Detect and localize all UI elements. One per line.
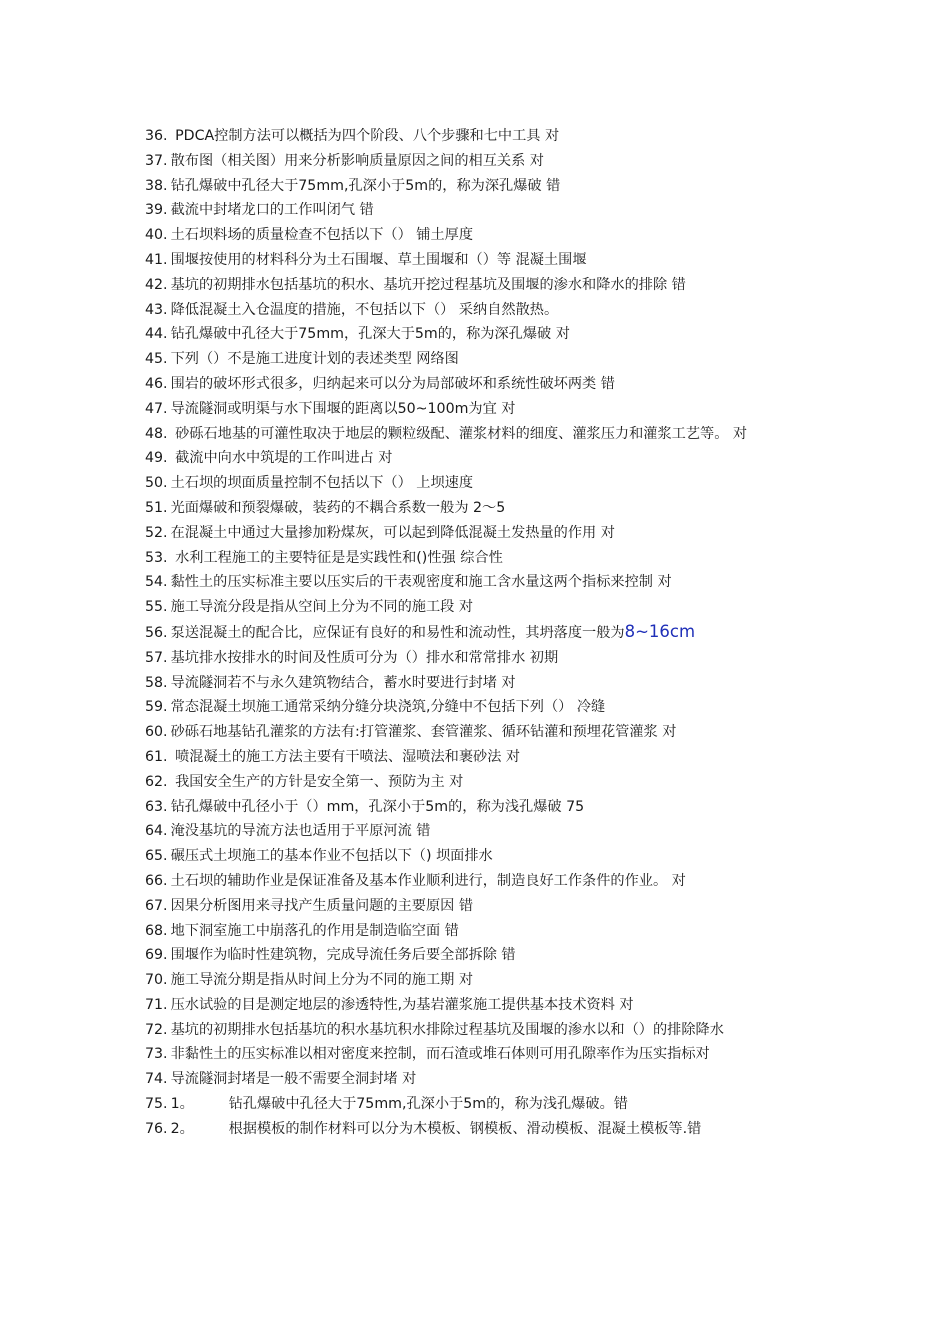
- question-text: 降低混凝土入仓温度的措施，不包括以下（） 采纳自然散热。: [170, 301, 559, 318]
- question-item: [145, 223, 810, 248]
- question-number: 54.: [145, 574, 168, 591]
- question-item: [145, 1092, 810, 1117]
- question-number: 59.: [145, 699, 168, 716]
- question-number: 37.: [145, 152, 168, 169]
- question-text: 黏性土的压实标准主要以压实后的干表观密度和施工含水量这两个指标来控制 对: [170, 574, 672, 591]
- question-text: 土石坝的坝面质量控制不包括以下（） 上坝速度: [170, 475, 474, 492]
- question-text: 围堰按使用的材料科分为土石围堰、草土围堰和（）等 混凝土围堰: [170, 251, 587, 268]
- question-number: 56.: [145, 624, 168, 641]
- question-number: 71.: [145, 996, 168, 1013]
- question-number: 70.: [145, 972, 168, 989]
- question-number: 50.: [145, 475, 168, 492]
- question-text: 碾压式土坝施工的基本作业不包括以下（) 坝面排水: [170, 848, 493, 865]
- question-item: [145, 149, 810, 174]
- question-item: [145, 720, 810, 745]
- question-text: 围岩的破坏形式很多，归纳起来可以分为局部破坏和系统性破坏两类 错: [170, 375, 615, 392]
- question-number: 75.: [145, 1096, 168, 1113]
- question-item: [145, 1117, 810, 1142]
- question-text: 我国安全生产的方针是安全第一、预防为主 对: [170, 773, 464, 790]
- question-text: 砂砾石地基钻孔灌浆的方法有:打管灌浆、套管灌浆、循环钻灌和预埋花管灌浆 对: [170, 724, 677, 741]
- question-item: [145, 1067, 810, 1092]
- question-item: [145, 671, 810, 696]
- question-number: 43.: [145, 301, 168, 318]
- question-number: 61.: [145, 748, 168, 765]
- question-text: 截流中封堵龙口的工作叫闭气 错: [170, 202, 374, 219]
- question-text: PDCA控制方法可以概括为四个阶段、八个步骤和七中工具 对: [170, 128, 560, 144]
- question-text: 压水试验的目是测定地层的渗透特性,为基岩灌浆施工提供基本技术资料 对: [170, 996, 634, 1013]
- question-item: [145, 968, 810, 993]
- question-text: 泵送混凝土的配合比，应保证有良好的和易性和流动性，其坍落度一般为: [170, 624, 625, 641]
- question-text: 淹没基坑的导流方法也适用于平原河流 错: [170, 823, 431, 840]
- question-number: 57.: [145, 649, 168, 666]
- question-text: 钻孔爆破中孔径大于75mm,孔深小于5m的，称为深孔爆破 错: [170, 177, 561, 194]
- question-number: 40.: [145, 227, 168, 244]
- question-text: 施工导流分段是指从空间上分为不同的施工段 对: [170, 599, 474, 616]
- question-item: [145, 1042, 810, 1067]
- question-item: [145, 124, 810, 149]
- question-text: 钻孔爆破中孔径大于75mm，孔深大于5m的，称为深孔爆破 对: [170, 326, 570, 343]
- question-item: [145, 521, 810, 546]
- question-text: 基坑的初期排水包括基坑的积水、基坑开挖过程基坑及围堰的渗水和降水的排除 错: [170, 276, 686, 293]
- question-text: 根据模板的制作材料可以分为木模板、钢模板、滑动模板、混凝土模板等.错: [228, 1120, 702, 1137]
- question-text: 土石坝料场的质量检查不包括以下（） 铺土厚度: [170, 227, 474, 244]
- question-text: 截流中向水中筑堤的工作叫进占 对: [170, 450, 393, 467]
- question-item: [145, 198, 810, 223]
- question-item: [145, 174, 810, 199]
- question-text: 非黏性土的压实标准以相对密度来控制，而石渣或堆石体则可用孔隙率作为压实指标对: [170, 1046, 710, 1063]
- question-item: [145, 322, 810, 347]
- question-item: [145, 248, 810, 273]
- question-text: 施工导流分期是指从时间上分为不同的施工期 对: [170, 972, 474, 989]
- question-number: 44.: [145, 326, 168, 343]
- question-number: 48.: [145, 425, 168, 442]
- question-number: 55.: [145, 599, 168, 616]
- highlighted-answer: 8~16cm: [624, 621, 696, 641]
- question-item: [145, 819, 810, 844]
- question-number: 49.: [145, 450, 168, 467]
- question-item: [145, 347, 810, 372]
- question-item: [145, 943, 810, 968]
- question-text: 在混凝土中通过大量掺加粉煤灰，可以起到降低混凝土发热量的作用 对: [170, 524, 615, 541]
- question-text: 导流隧洞封堵是一般不需要全洞封堵 对: [170, 1071, 417, 1088]
- question-number: 52.: [145, 524, 168, 541]
- question-text: 基坑排水按排水的时间及性质可分为（）排水和常常排水 初期: [170, 649, 559, 666]
- question-number: 38.: [145, 177, 168, 194]
- question-number: 74.: [145, 1071, 168, 1088]
- question-text: 钻孔爆破中孔径小于（）mm，孔深小于5m的，称为浅孔爆破 75: [170, 798, 585, 815]
- question-text: 导流隧洞若不与永久建筑物结合，蓄水时要进行封堵 对: [170, 674, 516, 691]
- question-item: [145, 695, 810, 720]
- question-text: 土石坝的辅助作业是保证准备及基本作业顺利进行，制造良好工作条件的作业。 对: [170, 872, 686, 889]
- question-item: [145, 745, 810, 770]
- question-text: 喷混凝土的施工方法主要有干喷法、湿喷法和裹砂法 对: [170, 748, 521, 765]
- question-number: 63.: [145, 798, 168, 815]
- question-item: [145, 844, 810, 869]
- question-number: 62.: [145, 773, 168, 790]
- question-item: [145, 595, 810, 620]
- question-number: 66.: [145, 872, 168, 889]
- question-item: [145, 795, 810, 820]
- question-text: 散布图（相关图）用来分析影响质量原因之间的相互关系 对: [170, 152, 544, 169]
- sub-number: 2。: [170, 1120, 194, 1137]
- question-item: [145, 894, 810, 919]
- question-text: 水利工程施工的主要特征是是实践性和()性强 综合性: [170, 549, 503, 566]
- sub-number: 1。: [170, 1096, 194, 1113]
- question-item: [145, 646, 810, 671]
- question-item: [145, 273, 810, 298]
- question-text: 地下洞室施工中崩落孔的作用是制造临空面 错: [170, 922, 459, 939]
- question-number: 69.: [145, 947, 168, 964]
- question-number: 60.: [145, 724, 168, 741]
- question-item: [145, 1018, 810, 1043]
- question-text: 钻孔爆破中孔径大于75mm,孔深小于5m的，称为浅孔爆破。错: [228, 1096, 628, 1113]
- question-item: [145, 546, 810, 571]
- question-text: 砂砾石地基的可灌性取决于地层的颗粒级配、灌浆材料的细度、灌浆压力和灌浆工艺等。 对: [170, 425, 748, 442]
- question-number: 36.: [145, 128, 168, 144]
- question-item: [145, 919, 810, 944]
- question-text: 因果分析图用来寻找产生质量问题的主要原因 错: [170, 897, 474, 914]
- question-number: 42.: [145, 276, 168, 293]
- question-number: 64.: [145, 823, 168, 840]
- question-item: [145, 372, 810, 397]
- question-item: [145, 471, 810, 496]
- question-number: 58.: [145, 674, 168, 691]
- question-item: [145, 422, 810, 447]
- question-text: 基坑的初期排水包括基坑的积水基坑积水排除过程基坑及围堰的渗水以和（）的排除降水: [170, 1021, 724, 1038]
- question-item: [145, 620, 810, 646]
- question-number: 47.: [145, 400, 168, 417]
- question-item: [145, 496, 810, 521]
- question-item: [145, 993, 810, 1018]
- question-number: 67.: [145, 897, 168, 914]
- question-text: 导流隧洞或明渠与水下围堰的距离以50~100m为宜 对: [170, 400, 516, 417]
- question-number: 68.: [145, 922, 168, 939]
- question-item: [145, 770, 810, 795]
- question-item: [145, 298, 810, 323]
- question-number: 41.: [145, 251, 168, 268]
- question-text: 围堰作为临时性建筑物，完成导流任务后要全部拆除 错: [170, 947, 516, 964]
- question-number: 53.: [145, 549, 168, 566]
- question-text: 常态混凝土坝施工通常采纳分缝分块浇筑,分缝中不包括下列（） 冷缝: [170, 699, 606, 716]
- question-number: 76.: [145, 1120, 168, 1137]
- question-number: 46.: [145, 375, 168, 392]
- question-text: 下列（）不是施工进度计划的表述类型 网络图: [170, 351, 459, 368]
- question-number: 65.: [145, 848, 168, 865]
- question-item: [145, 397, 810, 422]
- document-page: [145, 124, 810, 1142]
- question-item: [145, 869, 810, 894]
- question-number: 45.: [145, 351, 168, 368]
- question-number: 39.: [145, 202, 168, 219]
- question-number: 73.: [145, 1046, 168, 1063]
- question-item: [145, 446, 810, 471]
- question-number: 72.: [145, 1021, 168, 1038]
- question-item: [145, 570, 810, 595]
- question-text: 光面爆破和预裂爆破，装药的不耦合系数一般为 2～5: [170, 499, 506, 516]
- question-number: 51.: [145, 499, 168, 516]
